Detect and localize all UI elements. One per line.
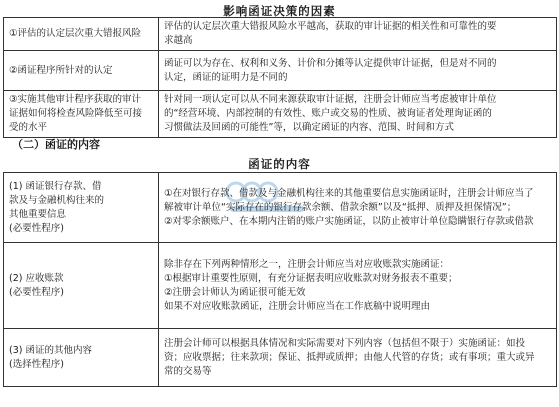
cell-line: 资；应收票据；往来款项；保证、抵押或质押；由他人代管的存货；或有事项；重大或异 bbox=[164, 351, 535, 363]
cell-line: (2) 应收账款 bbox=[9, 272, 64, 284]
factor-desc-cell bbox=[159, 18, 557, 51]
cell-line: 款及与金融机构往来的 bbox=[9, 194, 105, 206]
cell-line: ②注册会计师认为函证很可能无效 bbox=[164, 286, 306, 298]
cell-line: ②函证程序所针对的认定 bbox=[9, 64, 113, 76]
content-label-cell bbox=[4, 243, 159, 329]
cell-line: 认定，函证的证明力是不同的 bbox=[164, 71, 288, 83]
cell-line: (选择性程序) bbox=[9, 358, 64, 370]
cell-line: 针对同一项认定可以从不同来源获取审计证据，注册会计师应当考虑被审计单位 bbox=[164, 94, 497, 105]
table-row bbox=[4, 18, 557, 51]
table-row bbox=[4, 329, 557, 387]
cell-line: 证据如何将检查风险降低至可接 bbox=[9, 108, 143, 119]
factor-desc-cell bbox=[159, 51, 557, 91]
content-label-cell bbox=[4, 329, 159, 387]
content-desc-cell bbox=[159, 329, 557, 387]
cell-line: ①评估的认定层次重大错报风险 bbox=[9, 28, 142, 39]
content-desc-cell bbox=[159, 243, 557, 329]
factor-label-cell bbox=[4, 91, 159, 138]
cell-line: 除非存在下列两种情形之一，注册会计师应当对应收账款实施函证： bbox=[164, 258, 450, 270]
cell-line: (必要性程序) bbox=[9, 286, 64, 298]
cell-line: 的“经营环境、内部控制的有效性、账户或交易的性质、被询证者处理询证函的 bbox=[164, 108, 492, 119]
factors-table bbox=[3, 17, 557, 138]
cell-line: ③实施其他审计程序获取的审计 bbox=[9, 94, 142, 105]
table-row bbox=[4, 91, 557, 138]
content-desc-cell bbox=[159, 173, 557, 243]
cell-line: (1) 函证银行存款、借 bbox=[9, 180, 102, 192]
cell-line: 习惯做法及回函的可能性”等，以确定函证的内容、范围、时间和方式 bbox=[164, 122, 454, 133]
cell-line: 求越高 bbox=[164, 35, 193, 46]
cell-line: (必要性程序) bbox=[9, 222, 64, 234]
cell-line: 注册会计师可以根据具体情况和实际需要对下列内容（包括但不限于）实施函证：如投 bbox=[164, 337, 526, 349]
factor-label-cell bbox=[4, 51, 159, 91]
factor-desc-cell bbox=[159, 91, 557, 138]
content-table bbox=[3, 172, 557, 387]
table-row bbox=[4, 173, 557, 243]
cell-line: 函证可以为存在、权利和义务、计价和分摊等认定提供审计证据，但是对不同的 bbox=[164, 57, 497, 69]
cell-line: 受的水平 bbox=[9, 122, 48, 133]
cell-line: ②对零余额账户、在本期内注销的账户实施函证，以防止被审计单位隐瞒银行存款或借款 bbox=[164, 215, 534, 227]
cell-line: ①根据审计重要性原则，有充分证据表明应收账款对财务报表不重要； bbox=[164, 272, 458, 284]
cell-line: 解被审计单位“实际存在的银行存款余额、借款余额”以及“抵押、质押及担保情况”； bbox=[164, 201, 517, 213]
cell-line: (3) 函证的其他内容 bbox=[9, 344, 92, 356]
section-heading: （二）函证的内容 bbox=[12, 138, 100, 151]
content-title: 函证的内容 bbox=[248, 157, 311, 171]
factor-label-cell bbox=[4, 18, 159, 51]
table-row bbox=[4, 243, 557, 329]
factors-title: 影响函证决策的因素 bbox=[223, 4, 336, 18]
table-row bbox=[4, 51, 557, 91]
cell-line: 如果不对应收账款函证，注册会计师应当在工作底稿中说明理由 bbox=[164, 300, 431, 312]
content-label-cell bbox=[4, 173, 159, 243]
cell-line: 其他重要信息 bbox=[9, 208, 67, 220]
cell-line: 常的交易等 bbox=[164, 365, 212, 377]
cell-line: 评估的认定层次重大错报风险水平越高，获取的审计证据的相关性和可靠性的要 bbox=[164, 21, 497, 32]
cell-line: ①在对银行存款、借款及与金融机构往来的其他重要信息实施函证时，注册会计师应当了 bbox=[164, 187, 534, 199]
